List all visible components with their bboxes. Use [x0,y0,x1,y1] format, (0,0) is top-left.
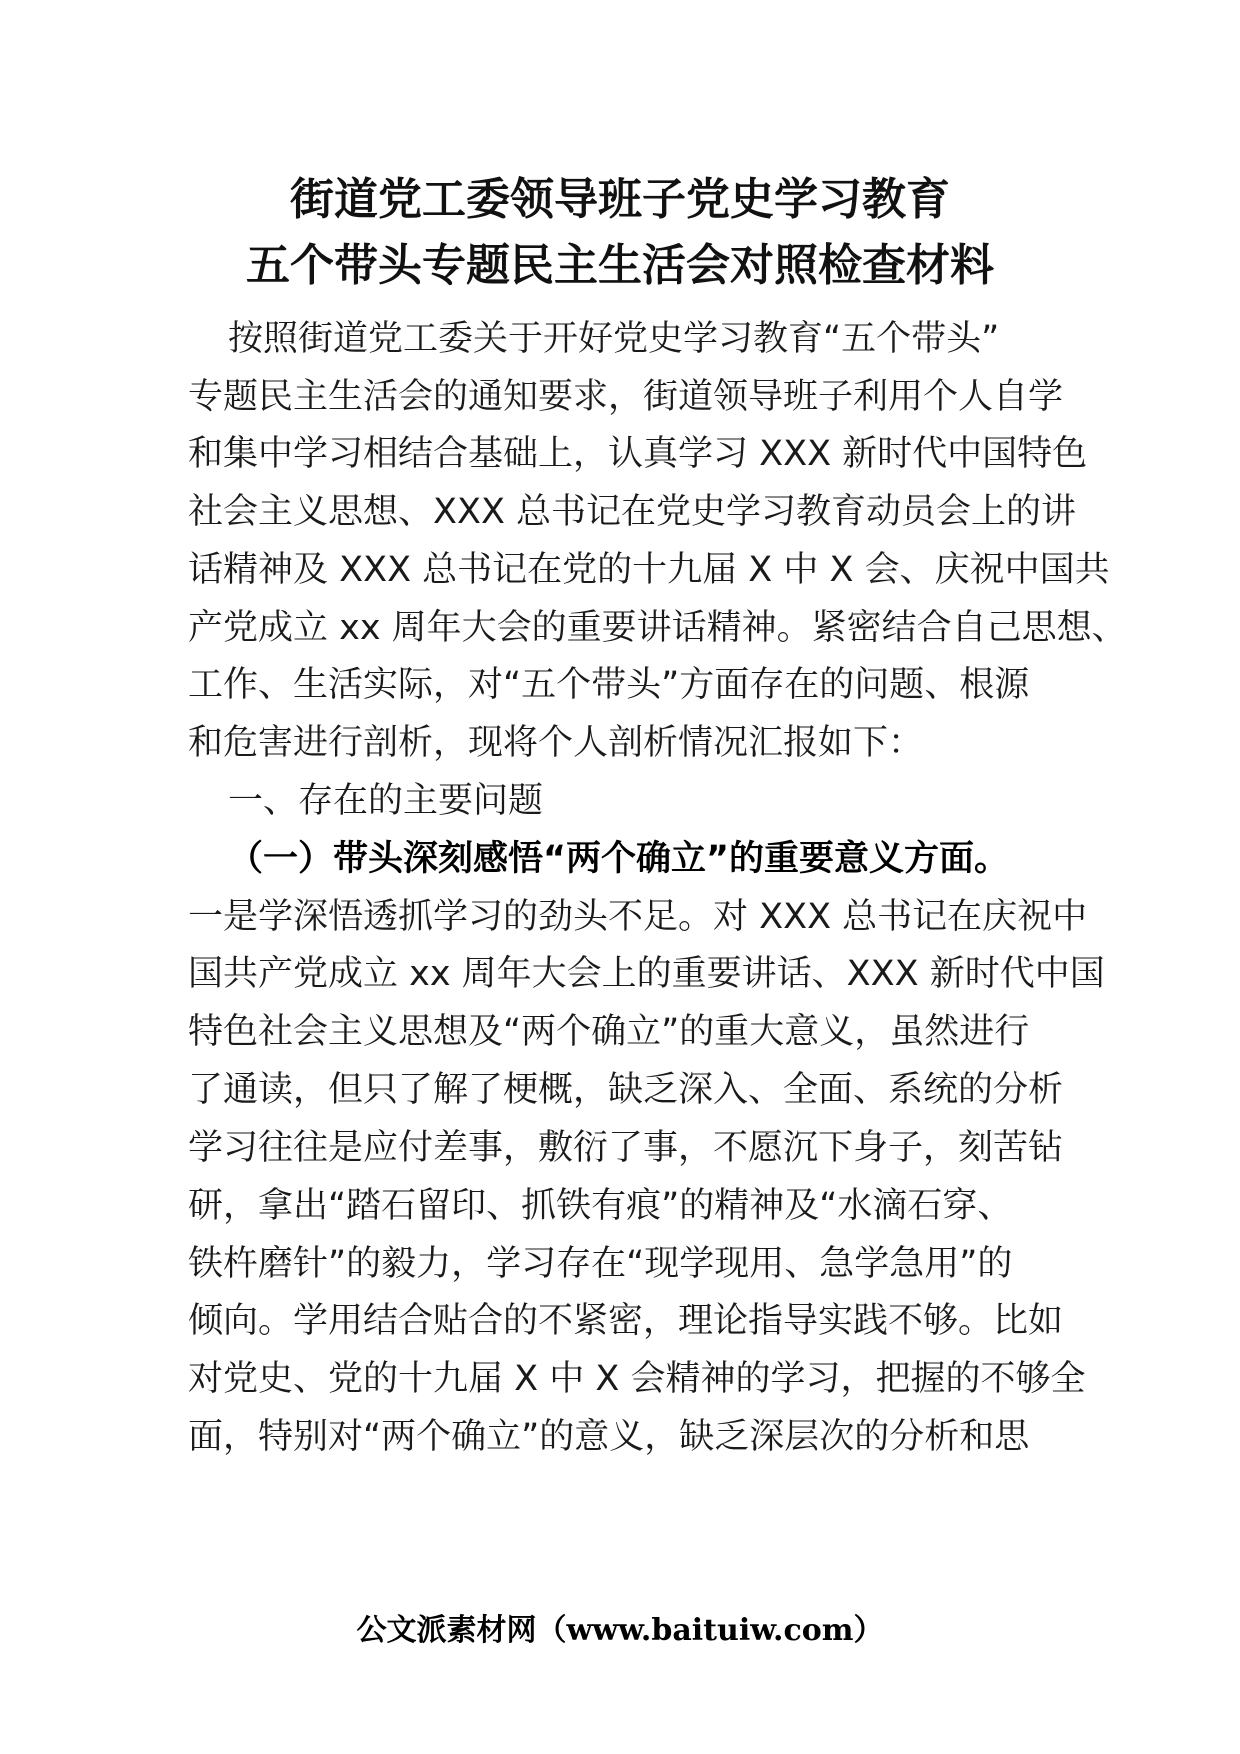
footer-watermark: 公文派素材网（www.baituiw.com） [356,1613,884,1648]
body-line: 学习往往是应付差事，敷衍了事，不愿沉下身子，刻苦钻 [188,1128,1064,1168]
body-line: 和危害进行剖析，现将个人剖析情况汇报如下： [188,723,924,763]
body-line: 工作、生活实际，对“五个带头”方面存在的问题、根源 [188,665,1030,705]
body-line: 话精神及 XXX 总书记在党的十九届 X 中 X 会、庆祝中国共 [188,550,1110,590]
body-line: 对党史、党的十九届 X 中 X 会精神的学习，把握的不够全 [188,1359,1086,1399]
body-line: 和集中学习相结合基础上，认真学习 XXX 新时代中国特色 [188,434,1088,474]
body-line: 产党成立 xx 周年大会的重要讲话精神。紧密结合自己思想、 [188,608,1127,648]
body-line: 了通读，但只了解了梗概，缺乏深入、全面、系统的分析 [188,1070,1064,1110]
body-line: 面，特别对“两个确立”的意义，缺乏深层次的分析和思 [188,1417,1030,1457]
body-line: 专题民主生活会的通知要求，街道领导班子利用个人自学 [188,377,1064,417]
subsection-heading: （一）带头深刻感悟“两个确立”的重要意义方面。 [228,839,1010,879]
document-title-line-2: 五个带头专题民主生活会对照检查材料 [246,240,994,291]
body-line: 社会主义思想、XXX 总书记在党史学习教育动员会上的讲 [188,492,1077,532]
document-title-line-1: 街道党工委领导班子党史学习教育 [290,174,950,225]
section-heading: 一、存在的主要问题 [228,781,544,821]
body-line: 国共产党成立 xx 周年大会上的重要讲话、XXX 新时代中国 [188,954,1105,994]
body-line: 铁杵磨针”的毅力，学习存在“现学现用、急学急用”的 [188,1244,1013,1284]
body-line: 按照街道党工委关于开好党史学习教育“五个带头” [228,319,1000,359]
body-line: 研，拿出“踏石留印、抓铁有痕”的精神及“水滴石穿、 [188,1186,1013,1226]
body-line: 倾向。学用结合贴合的不紧密，理论指导实践不够。比如 [188,1301,1064,1341]
body-line: 一是学深悟透抓学习的劲头不足。对 XXX 总书记在庆祝中 [188,897,1088,937]
body-line: 特色社会主义思想及“两个确立”的重大意义，虽然进行 [188,1012,1030,1052]
